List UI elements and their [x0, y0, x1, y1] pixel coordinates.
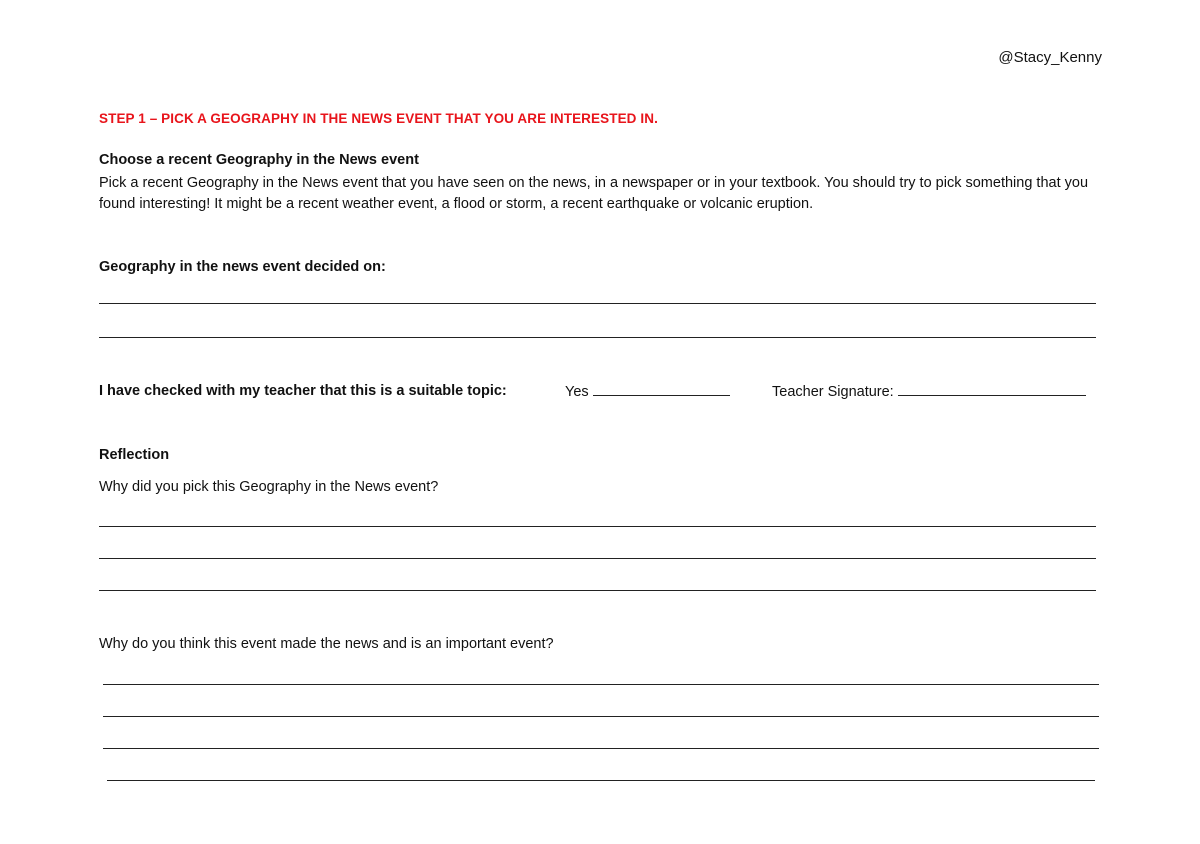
question-2-answer-line-2[interactable] — [103, 716, 1099, 717]
yes-label: Yes — [565, 384, 589, 400]
question-2-answer-line-4[interactable] — [107, 780, 1095, 781]
question-1-answer-line-2[interactable] — [99, 558, 1096, 559]
question-1-answer-line-1[interactable] — [99, 526, 1096, 527]
signature-group — [772, 383, 1086, 401]
event-answer-line-1[interactable] — [99, 303, 1096, 304]
step-heading: STEP 1 – PICK A GEOGRAPHY IN THE NEWS EVENT THAT YOU ARE INTERESTED IN. — [99, 111, 658, 126]
event-decided-label: Geography in the news event decided on: — [99, 259, 386, 275]
yes-answer-line[interactable] — [593, 395, 730, 396]
teacher-check-statement: I have checked with my teacher that this is a suitable topic: — [99, 383, 507, 399]
teacher-signature-label: Teacher Signature: — [772, 384, 894, 400]
choose-event-title: Choose a recent Geography in the News event — [99, 152, 419, 168]
author-handle: @Stacy_Kenny — [998, 49, 1102, 66]
question-2-answer-line-3[interactable] — [103, 748, 1099, 749]
choose-event-instructions: Pick a recent Geography in the News event that you have seen on the news, in a newspaper or in your textbook. You should try to pick something that you found interesting! It might be a recent weather event, a flood or storm, a recent earthquake or volcanic eruption. — [99, 175, 1089, 212]
reflection-title: Reflection — [99, 447, 170, 463]
yes-group — [565, 383, 730, 401]
question-2-answer-line-1[interactable] — [103, 684, 1099, 685]
event-answer-line-2[interactable] — [99, 337, 1096, 338]
reflection-question-2: Why do you think this event made the news and is an important event? — [99, 636, 554, 652]
teacher-check-row — [99, 383, 1099, 403]
teacher-signature-line[interactable] — [898, 395, 1086, 396]
question-1-answer-line-3[interactable] — [99, 590, 1096, 591]
reflection-question-1: Why did you pick this Geography in the News event? — [99, 479, 439, 495]
